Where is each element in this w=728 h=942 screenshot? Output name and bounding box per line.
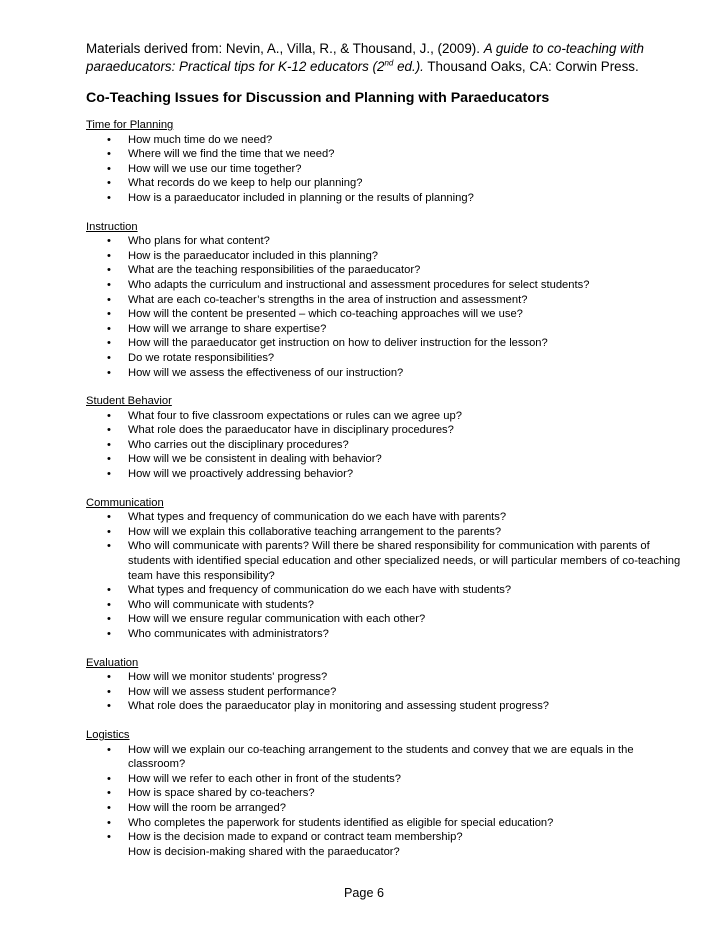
- citation-publisher: Thousand Oaks, CA: Corwin Press.: [423, 59, 639, 74]
- list-item-text: How will we assess the effectiveness of our instruction?: [128, 366, 404, 379]
- bullet-icon: •: [107, 525, 111, 538]
- list-item: [86, 452, 688, 467]
- section-heading: Communication: [86, 496, 164, 509]
- list-item-text: What records do we keep to help our planning?: [128, 177, 363, 190]
- bullet-icon: •: [107, 308, 111, 321]
- list-item: [86, 583, 688, 598]
- list-item-text: How will the content be presented – which co-teaching approaches will we use?: [128, 308, 523, 321]
- list-item-text: Who will communicate with parents? Will there be shared responsibility for communication with parents of students with identified special education and other specialized needs, or will particular members of co-teaching team have this responsibility?: [128, 540, 681, 582]
- list-item-text: How is a paraeducator included in planning or the results of planning?: [128, 191, 474, 204]
- list-item: [86, 176, 688, 191]
- section-heading: Time for Planning: [86, 119, 174, 131]
- section-heading: Evaluation: [86, 656, 139, 669]
- list-item: [86, 423, 688, 438]
- sections-container: [86, 118, 688, 859]
- list-item: [86, 366, 688, 381]
- list-item: [86, 743, 688, 772]
- list-item: [86, 816, 688, 831]
- list-item: [86, 322, 688, 337]
- bullet-icon: •: [107, 264, 111, 277]
- list-item-text: How is the decision made to expand or contract team membership?: [128, 831, 463, 844]
- list-item: [86, 263, 688, 278]
- list-item-text: What types and frequency of communication do we each have with students?: [128, 584, 512, 597]
- bullet-icon: •: [107, 409, 111, 422]
- list-item-text: How will we explain our co-teaching arrangement to the students and convey that we are equals in the classroom?: [128, 743, 634, 771]
- list-item-text: How will we arrange to share expertise?: [128, 322, 327, 335]
- citation: [86, 40, 688, 76]
- list-item-text: What types and frequency of communication do we each have with parents?: [128, 511, 507, 524]
- bullet-list: [86, 743, 688, 860]
- list-item: [86, 249, 688, 264]
- list-item: [86, 801, 688, 816]
- bullet-icon: •: [107, 700, 111, 713]
- list-item-text: How is decision-making shared with the paraeducator?: [128, 845, 400, 858]
- bullet-icon: •: [107, 772, 111, 785]
- bullet-icon: •: [107, 278, 111, 291]
- page-number: Page 6: [344, 886, 384, 900]
- list-item: [86, 278, 688, 293]
- list-item-text: How will we ensure regular communication with each other?: [128, 613, 426, 626]
- list-item-text: Who plans for what content?: [128, 235, 270, 248]
- bullet-icon: •: [107, 453, 111, 466]
- list-item: [86, 467, 688, 482]
- bullet-icon: •: [107, 133, 111, 146]
- list-item: [86, 772, 688, 787]
- bullet-icon: •: [107, 337, 111, 350]
- list-item-text: How will we be consistent in dealing with behavior?: [128, 453, 382, 466]
- bullet-icon: •: [107, 322, 111, 335]
- list-item: [86, 510, 688, 525]
- bullet-icon: •: [107, 511, 111, 524]
- list-item: [86, 336, 688, 351]
- citation-prefix: Materials derived from: Nevin, A., Villa, R., & Thousand, J., (2009).: [86, 41, 484, 56]
- list-item: [86, 133, 688, 148]
- list-item-text: Who will communicate with students?: [128, 598, 314, 611]
- section-logistics: [86, 728, 688, 859]
- list-item-text: How will the room be arranged?: [128, 801, 286, 814]
- bullet-icon: •: [107, 438, 111, 451]
- section-heading: Logistics: [86, 728, 130, 741]
- list-item: [86, 162, 688, 177]
- list-item: [86, 293, 688, 308]
- list-item: [86, 699, 688, 714]
- list-item-text: Who adapts the curriculum and instructional and assessment procedures for select students?: [128, 278, 590, 291]
- list-item-text: How will we explain this collaborative teaching arrangement to the parents?: [128, 525, 502, 538]
- citation-superscript: nd: [384, 58, 394, 68]
- citation-book-title: A guide to co-teaching with paraeducators: Practical tips for K-12 educators (2: [86, 41, 644, 74]
- bullet-icon: •: [107, 816, 111, 829]
- list-item-text: How will the paraeducator get instruction on how to deliver instruction for the lesson?: [128, 337, 548, 350]
- list-item: [86, 409, 688, 424]
- list-item-text: How is space shared by co-teachers?: [128, 787, 315, 800]
- list-item-text: How will we assess student performance?: [128, 685, 337, 698]
- bullet-icon: •: [107, 249, 111, 262]
- list-item-text: How will we refer to each other in front of the students?: [128, 772, 401, 785]
- list-item-text: What four to five classroom expectations or rules can we agree up?: [128, 409, 462, 422]
- bullet-list: [86, 133, 688, 206]
- list-item: [86, 685, 688, 700]
- document-title: Co-Teaching Issues for Discussion and Planning with Paraeducators: [86, 90, 550, 106]
- section-instruction: [86, 220, 688, 381]
- list-item: [86, 525, 688, 540]
- list-item-text: What are each co-teacher’s strengths in the area of instruction and assessment?: [128, 293, 528, 306]
- bullet-icon: •: [107, 366, 111, 379]
- list-item-text: Do we rotate responsibilities?: [128, 351, 275, 364]
- bullet-icon: •: [107, 787, 111, 800]
- bullet-icon: •: [107, 293, 111, 306]
- list-item: [86, 627, 688, 642]
- bullet-list: [86, 409, 688, 482]
- list-item: [86, 191, 688, 206]
- list-item: [86, 147, 688, 162]
- bullet-icon: •: [107, 162, 111, 175]
- list-item: [86, 307, 688, 322]
- section-time-for-planning: [86, 118, 688, 206]
- list-item-text: What are the teaching responsibilities of the paraeducator?: [128, 264, 421, 277]
- list-item: [86, 234, 688, 249]
- list-item-text: How will we proactively addressing behavior?: [128, 468, 354, 481]
- bullet-list: [86, 234, 688, 380]
- bullet-icon: •: [107, 743, 111, 756]
- section-communication: [86, 496, 688, 642]
- bullet-icon: •: [107, 148, 111, 161]
- list-item-text: What role does the paraeducator have in disciplinary procedures?: [128, 424, 454, 437]
- list-item-text: Who completes the paperwork for students identified as eligible for special education?: [128, 816, 554, 829]
- bullet-list: [86, 670, 688, 714]
- bullet-icon: •: [107, 235, 111, 248]
- bullet-icon: •: [107, 685, 111, 698]
- list-item-text: How will we use our time together?: [128, 162, 302, 175]
- bullet-icon: •: [107, 191, 111, 204]
- list-item-text: Who communicates with administrators?: [128, 628, 329, 640]
- section-heading: Instruction: [86, 220, 138, 233]
- list-item-text: How will we monitor students' progress?: [128, 671, 328, 684]
- list-item: [86, 786, 688, 801]
- bullet-icon: •: [107, 598, 111, 611]
- list-item: [86, 351, 688, 366]
- section-evaluation: [86, 656, 688, 714]
- section-heading: Student Behavior: [86, 395, 172, 408]
- bullet-icon: •: [107, 424, 111, 437]
- bullet-icon: •: [107, 177, 111, 190]
- citation-edition: ed.).: [393, 59, 424, 74]
- list-item: [86, 598, 688, 613]
- list-item-text: How much time do we need?: [128, 133, 273, 146]
- bullet-list: [86, 510, 688, 641]
- bullet-icon: •: [107, 801, 111, 814]
- list-item: [86, 670, 688, 685]
- section-student-behavior: [86, 394, 688, 482]
- list-item-text: Who carries out the disciplinary procedures?: [128, 438, 349, 451]
- list-item-text: Where will we find the time that we need?: [128, 148, 335, 161]
- bullet-icon: •: [107, 613, 111, 626]
- bullet-icon: •: [107, 540, 111, 553]
- list-item: [86, 438, 688, 453]
- bullet-icon: •: [107, 468, 111, 481]
- bullet-icon: •: [107, 831, 111, 844]
- bullet-icon: •: [107, 671, 111, 684]
- list-item-continuation: [86, 845, 688, 860]
- bullet-icon: •: [107, 628, 111, 640]
- list-item: [86, 539, 688, 583]
- list-item: [86, 612, 688, 627]
- list-item: [86, 830, 688, 845]
- list-item-text: What role does the paraeducator play in monitoring and assessing student progress?: [128, 700, 550, 713]
- list-item-text: How is the paraeducator included in this planning?: [128, 249, 379, 262]
- bullet-icon: •: [107, 351, 111, 364]
- bullet-icon: •: [107, 584, 111, 597]
